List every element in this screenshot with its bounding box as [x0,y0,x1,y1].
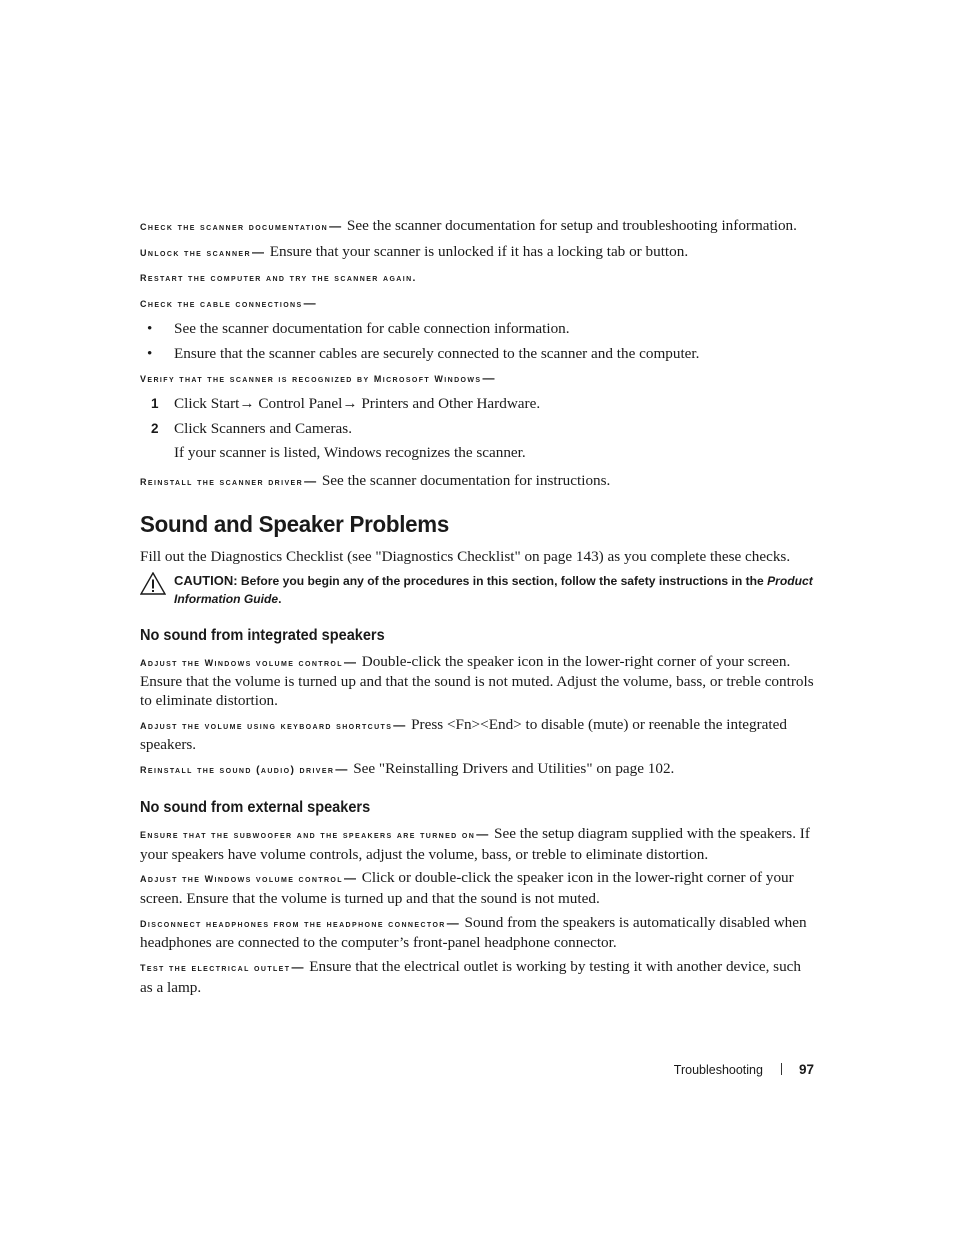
list-item: • Ensure that the scanner cables are securely connected to the scanner and the computer. [147,344,700,362]
run-in-heading: unlock the scanner [140,244,251,259]
section-title: Sound and Speaker Problems [140,510,449,537]
list-item: 2 Click Scanners and Cameras. [151,419,352,437]
check-scanner-doc-paragraph: check the scanner documentation— See the scanner documentation for setup and troubleshooting information. [140,217,797,234]
run-in-heading: reinstall the scanner driver [140,474,304,489]
scanners-cameras-term: Scanners and Cameras [210,419,349,437]
run-in-heading: disconnect headphones from the headphone connector [140,915,446,930]
page-content [140,217,814,1002]
run-in-heading: reinstall the sound (audio) driver [140,762,335,777]
reinstall-scanner-driver-paragraph: reinstall the scanner driver— See the scanner documentation for instructions. [140,472,611,490]
verify-scanner-paragraph: verify that the scanner is recognized by microsoft windows— [140,371,495,386]
restart-computer-paragraph [140,268,814,289]
caution-icon [140,572,166,596]
run-in-heading: ensure that the subwoofer and the speakers are turned on [140,826,476,841]
start-menu-term: Start [210,394,240,412]
run-in-heading: verify that the scanner is recognized by microsoft windows [140,371,482,386]
caution-label: CAUTION: [174,573,238,589]
run-in-heading: adjust the volume using keyboard shortcuts [140,717,393,732]
adjust-windows-volume-paragraph: adjust the windows volume control— Double-click the speaker icon in the lower-right corner of your screen. Ensure that the volume is turned up and that the sound is not muted. Adjust the volume, bass, or treble controls to eliminate distortion. [140,652,814,710]
paragraph-text: Ensure that your scanner is unlocked if it has a locking tab or button. [269,242,689,260]
run-in-heading: test the electrical outlet [140,960,291,975]
run-in-heading: check the cable connections [140,296,303,311]
footer-divider [781,1063,782,1075]
list-item: • See the scanner documentation for cable connection information. [147,319,570,337]
test-outlet-paragraph: test the electrical outlet— Ensure that the electrical outlet is working by testing it with another device, such as a lamp. [140,958,802,996]
subsection-title-external: No sound from external speakers [140,798,371,816]
adjust-windows-volume-external-paragraph: adjust the windows volume control— Click or double-click the speaker icon in the lower-right corner of your screen. Ensure that the volume is turned up and that the sound is not muted. [140,869,794,907]
subsection-title-integrated: No sound from integrated speakers [140,626,385,644]
footer-section-name: Troubleshooting [673,1063,763,1077]
step-note: If your scanner is listed, Windows recognizes the scanner. [174,444,526,462]
paragraph-text: See the scanner documentation for instructions. [321,472,611,490]
product-info-guide-ref: Product Information Guide [174,574,813,607]
run-in-heading: adjust the windows volume control [140,871,343,886]
run-in-heading: check the scanner documentation [140,219,329,233]
reinstall-sound-driver-paragraph: reinstall the sound (audio) driver— See "Reinstalling Drivers and Utilities" on page 102. [140,760,675,778]
run-in-heading: restart the computer and try the scanner again. [140,270,417,285]
paragraph-text: See the scanner documentation for setup and troubleshooting information. [346,217,797,234]
list-item: 1 Click Start→ Control Panel→ Printers and Other Hardware. [151,394,541,412]
caution-note: CAUTION: Before you begin any of the procedures in this section, follow the safety instructions in the Product Information Guide. [140,572,814,608]
subwoofer-on-paragraph: ensure that the subwoofer and the speakers are turned on— See the setup diagram supplied with the speakers. If your speakers have volume controls, adjust the volume, bass, or treble to eliminate distortion. [140,824,810,863]
verify-steps-list [140,395,814,438]
run-in-heading: adjust the windows volume control [140,654,343,669]
unlock-scanner-paragraph: unlock the scanner— Ensure that your scanner is unlocked if it has a locking tab or button. [140,242,689,260]
cable-bullet-list [140,320,814,363]
check-cable-paragraph: check the cable connections— [140,296,316,311]
keyboard-shortcuts-paragraph: adjust the volume using keyboard shortcuts— Press <Fn><End> to disable (mute) or reenable the integrated speakers. [140,715,787,754]
control-panel-term: Control Panel [254,394,343,412]
page-number: 97 [798,1062,814,1077]
disconnect-headphones-paragraph: disconnect headphones from the headphone connector— Sound from the speakers is automatically disabled when headphones are connected to the computer’s front-panel headphone connector. [140,913,807,952]
page-footer [674,1062,814,1077]
printers-hardware-term: Printers and Other Hardware [357,394,537,412]
section-intro: Fill out the Diagnostics Checklist (see "Diagnostics Checklist" on page 143) as you complete these checks. [140,547,791,565]
